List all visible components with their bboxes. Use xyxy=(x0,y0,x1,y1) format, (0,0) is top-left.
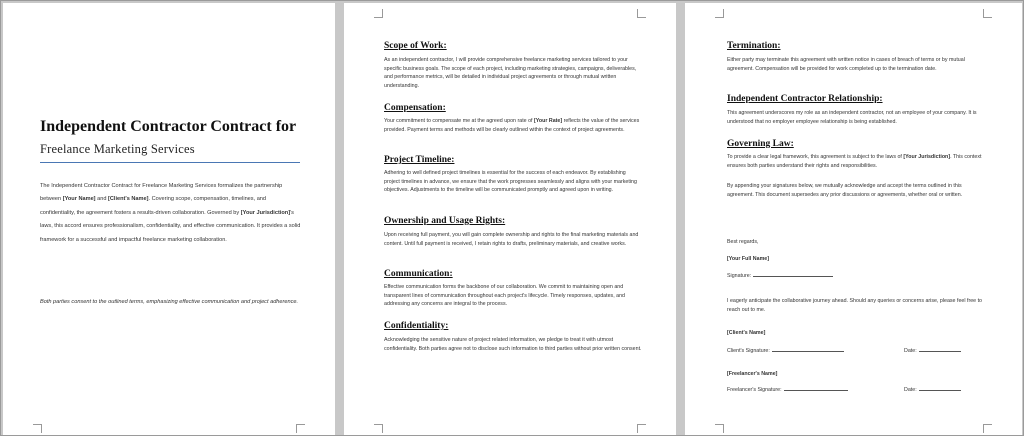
scope-heading: Scope of Work: xyxy=(384,41,447,51)
crop-mark xyxy=(983,424,992,433)
relationship-heading: Independent Contractor Relationship: xyxy=(727,94,883,104)
title-divider xyxy=(40,162,300,163)
client-name: [Client's Name] xyxy=(727,330,766,336)
timeline-heading: Project Timeline: xyxy=(384,155,455,165)
communication-heading: Communication: xyxy=(384,269,453,279)
regards-text: Best regards, xyxy=(727,239,759,245)
crop-mark xyxy=(374,424,383,433)
governing-law-heading: Governing Law: xyxy=(727,139,794,149)
page-1 xyxy=(3,3,335,435)
acknowledgement-text: By appending your signatures below, we mutually acknowledge and accept the terms outlined in this agreement. This document supersedes any prior discussions or agreements, whether oral or written. xyxy=(727,183,963,198)
crop-mark xyxy=(374,9,383,18)
client-date-line xyxy=(919,351,961,352)
crop-mark xyxy=(637,424,646,433)
freelancer-date-row: Date: xyxy=(904,387,961,393)
anticipate-text: I eagerly anticipate the collaborative journey ahead. Should any queries or concerns arise, please feel free to reach out to me. xyxy=(727,298,982,313)
compensation-text: Your commitment to compensate me at the agreed upon rate of [Your Rate] reflects the value of the services provided. Payment terms and methods will be clearly outlined within the context of project agreements. xyxy=(384,118,640,133)
freelancer-name: [Freelancer's Name] xyxy=(727,371,778,377)
client-signature-line xyxy=(772,351,844,352)
client-date-row: Date: xyxy=(904,348,961,354)
intro-paragraph: The Independent Contractor Contract for Freelance Marketing Services formalizes the partnership between [Your Name] and [Client's Name]. Covering scope, compensation, timelines, and confidentiality, the agreement fosters a results-driven collaboration. Governed by [Your Jurisdiction]'s laws, this accord ensures professionalism, confidentiality, and effective communication. It provides a solid framework for a successful and impactful freelance marketing collaboration. xyxy=(40,183,301,243)
relationship-text: This agreement underscores my role as an independent contractor, not an employee of your company. It is understood that no employer employee relationship is being established. xyxy=(727,110,977,125)
timeline-text: Adhering to well defined project timelines is essential for the success of each endeavor. By establishing project timelines in advance, we ensure that the work progresses seamlessly and aligns with your marketing objectives. Adjustments to the timeline will be communicated promptly and agreed upon in writing. xyxy=(384,170,637,194)
document-subtitle: Freelance Marketing Services xyxy=(40,142,195,156)
signature-line xyxy=(753,276,833,277)
compensation-heading: Compensation: xyxy=(384,103,446,113)
freelancer-date-line xyxy=(919,390,961,391)
crop-mark xyxy=(296,424,305,433)
crop-mark xyxy=(715,424,724,433)
page-2 xyxy=(344,3,676,435)
termination-text: Either party may terminate this agreement with written notice in cases of breach of terms or by mutual agreement. Compensation will be provided for work completed up to the termination date. xyxy=(727,57,965,72)
crop-mark xyxy=(715,9,724,18)
freelancer-signature-line xyxy=(784,390,848,391)
document-title: Independent Contractor Contract for xyxy=(40,118,297,135)
page-3 xyxy=(685,3,1022,435)
crop-mark xyxy=(637,9,646,18)
governing-law-text: To provide a clear legal framework, this agreement is subject to the laws of [Your Jurisdiction]. This context ensures both parties understand their rights and responsibilities. xyxy=(727,154,982,169)
client-signature-row: Client's Signature: xyxy=(727,348,844,354)
communication-text: Effective communication forms the backbone of our collaboration. We commit to maintaining open and transparent lines of communication throughout each project's lifecycle. Timely responses, updates, and addressing any concerns are integral to the process. xyxy=(384,284,625,308)
confidentiality-heading: Confidentiality: xyxy=(384,321,449,331)
crop-mark xyxy=(33,424,42,433)
crop-mark xyxy=(983,9,992,18)
freelancer-signature-row: Freelancer's Signature: xyxy=(727,387,848,393)
termination-heading: Termination: xyxy=(727,41,781,51)
your-full-name: [Your Full Name] xyxy=(727,256,769,262)
closing-statement: Both parties consent to the outlined terms, emphasizing effective communication and project adherence. xyxy=(40,299,299,305)
scope-text: As an independent contractor, I will provide comprehensive freelance marketing services tailored to your specific business goals. The scope of each project, including marketing strategies, campaigns, deliverables, and performance metrics, will be detailed in individual project agreements or through mutual written understanding. xyxy=(384,57,637,89)
signature-row: Signature: xyxy=(727,273,833,279)
ownership-text: Upon receiving full payment, you will gain complete ownership and rights to the final marketing materials and content. Until full payment is received, I retain rights to drafts, preliminary materials, and creative works. xyxy=(384,232,639,247)
ownership-heading: Ownership and Usage Rights: xyxy=(384,216,506,226)
confidentiality-text: Acknowledging the sensitive nature of project related information, we pledge to treat it with utmost confidentiality. Both parties agree not to disclose such information to third parties without prior written consent. xyxy=(384,337,642,352)
